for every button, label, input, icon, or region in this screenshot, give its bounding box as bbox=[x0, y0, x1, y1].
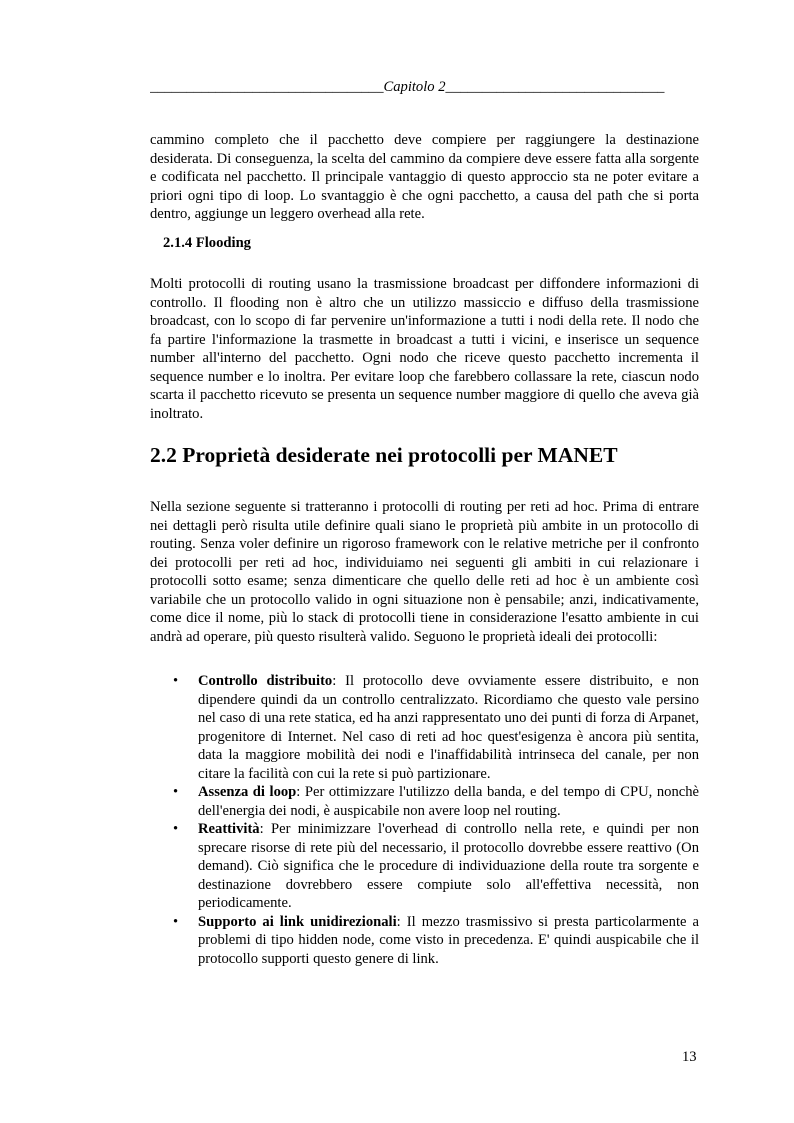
paragraph-intro: cammino completo che il pacchetto deve compiere per raggiungere la destinazione desiderata. Di conseguenza, la scelta del cammino da compiere deve essere fatta alla sorgente e codificata nel pacchetto. Il principale vantaggio di questo approccio sta ne poter evitare a priori ogni tipo di loop. Lo svantaggio è che ogni pacchetto, a causa del path che si porta dentro, aggiunge un leggero overhead alla rete. bbox=[150, 132, 699, 222]
page-body bbox=[150, 131, 699, 968]
header-rule-right: ______________________________ bbox=[445, 79, 665, 95]
section-heading-2-2: 2.2 Proprietà desiderate nei protocolli per MANET bbox=[150, 443, 618, 467]
list-item bbox=[150, 783, 699, 820]
bullet-icon: • bbox=[173, 913, 179, 930]
list-item bbox=[150, 672, 699, 783]
header-rule-left: ________________________________ bbox=[150, 79, 384, 95]
bullet-icon: • bbox=[173, 784, 179, 800]
bullet-icon: • bbox=[173, 673, 179, 689]
bullet-icon: • bbox=[173, 821, 179, 837]
property-term: Assenza di loop bbox=[198, 784, 297, 800]
property-term: Reattività bbox=[198, 821, 260, 837]
property-text: : Il mezzo trasmissivo si presta particolarmente a problemi di tipo hidden node, come visto in precedenza. E' quindi auspicabile che il protocollo supporti questo genere di link. bbox=[198, 913, 699, 967]
property-text: : Per minimizzare l'overhead di controllo nella rete, e quindi per non sprecare risorse di rete più del necessario, il protocollo dovrebbe essere reattivo (On demand). Ciò significa che le procedure di individuazione della route tra sorgente e destinazione dovrebbero essere compiute solo all'effettiva necessità, non periodicamente. bbox=[198, 821, 699, 911]
properties-list bbox=[150, 672, 699, 968]
property-term: Supporto ai link unidirezionali bbox=[198, 913, 397, 930]
running-header bbox=[150, 78, 695, 96]
list-item bbox=[150, 820, 699, 913]
section-heading-2-1-4: 2.1.4 Flooding bbox=[163, 234, 251, 251]
paragraph-flooding: Molti protocolli di routing usano la trasmissione broadcast per diffondere informazioni di controllo. Il flooding non è altro che un utilizzo massiccio e diffuso della trasmissione broadcast, con lo scopo di far pervenire un'informazione a tutti i nodi della rete. Il nodo che fa partire l'informazione la trasmette in broadcast a tutti i vicini, e inserisce un sequence number all'interno del pacchetto. Ogni nodo che riceve questo pacchetto incrementa il sequence number e lo inoltra. Per evitare loop che farebbero collassare la rete, ciascun nodo scarta il pacchetto ricevuto se presenta un sequence number maggiore di quello che aveva già inoltrato. bbox=[150, 276, 699, 422]
property-text: : Per ottimizzare l'utilizzo della banda, e del tempo di CPU, nonchè dell'energia dei nodi, è auspicabile non avere loop nel routing. bbox=[198, 784, 700, 819]
list-item bbox=[150, 913, 699, 969]
chapter-label: Capitolo 2 bbox=[383, 79, 446, 95]
property-term: Controllo distribuito bbox=[198, 673, 333, 689]
page-number: 13 bbox=[682, 1049, 697, 1065]
paragraph-properties-intro: Nella sezione seguente si tratteranno i protocolli di routing per reti ad hoc. Prima di entrare nei dettagli però risulta utile definire quali siano le proprietà più ambite in un protocollo di routing. Senza voler definire un rigoroso framework con le relative metriche per il confronto dei protocolli per reti ad hoc, individuiamo nei seguenti gli ambiti in cui relazionare i protocolli sotto esame; senza dimenticare che quello delle reti ad hoc è un ambiente così variabile che un protocollo valido in ogni situazione non è pensabile; anzi, indicativamente, come dice il nome, più lo stack di protocolli tiene in considerazione l'esatto ambiente in cui andrà ad operare, più questo risulterà valido. Seguono le proprietà ideali dei protocolli: bbox=[150, 499, 699, 645]
property-text: : Il protocollo deve ovviamente essere distribuito, e non dipendere quindi da un controllo centralizzato. Ricordiamo che questo vale persino nel caso di una rete statica, ed ha anzi rappresentato uno dei punti di forza di Arpanet, progenitore di Internet. Nel caso di reti ad hoc quest'esigenza è ancora più sentita, data la maggiore mobilità dei nodi e l'inaffidabilità intrinseca del canale, per non citare la facilità con cui la rete si può partizionare. bbox=[198, 673, 699, 782]
